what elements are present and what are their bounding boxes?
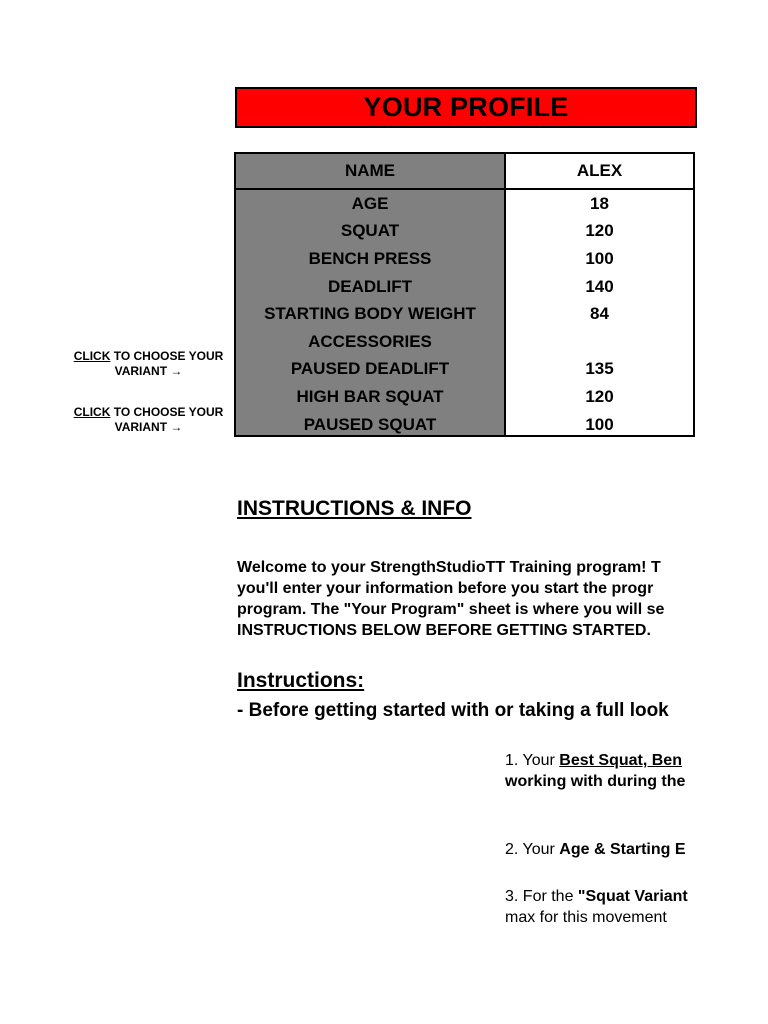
step-1-bold: Best Squat, Ben (559, 752, 682, 769)
choose-variant-line (66, 349, 231, 364)
value-accessories (506, 328, 693, 356)
label-accessories: ACCESSORIES (308, 331, 432, 351)
instructions-intro: - Before getting started with or taking a full look (237, 700, 669, 721)
profile-labels-column (236, 154, 506, 435)
choose-variant-line (66, 405, 231, 420)
value-name[interactable]: ALEX (506, 154, 693, 190)
value-starting-body-weight[interactable]: 84 (590, 304, 609, 324)
label-starting-body-weight: STARTING BODY WEIGHT (264, 304, 476, 324)
step-1-line-1 (505, 750, 695, 771)
step-1-line-2: working with during the (505, 773, 686, 790)
step-3-bold: "Squat Variant (577, 888, 688, 905)
value-paused-squat[interactable]: 100 (585, 414, 614, 434)
value-age[interactable]: 18 (590, 193, 609, 213)
welcome-line: Welcome to your StrengthStudioTT Training program! T (237, 559, 661, 576)
step-2-prefix: 2. Your (505, 841, 560, 858)
step-3-line-1 (505, 886, 695, 907)
label-paused-squat: PAUSED SQUAT (303, 414, 437, 434)
step-3-line-2: max for this movement (505, 909, 667, 926)
profile-title: YOUR PROFILE (235, 87, 697, 128)
step-2-bold: Age & Starting E (559, 841, 686, 858)
welcome-line: program. The "Your Program" sheet is where you will se (237, 601, 665, 618)
choose-variant-text: TO CHOOSE YOUR (110, 405, 224, 419)
choose-variant-note (66, 349, 231, 379)
value-squat[interactable]: 120 (585, 221, 614, 241)
step-3 (505, 886, 695, 928)
variant-arrow-text: VARIANT → (114, 364, 183, 378)
choose-variant-text: TO CHOOSE YOUR (110, 349, 224, 363)
click-link[interactable]: CLICK (73, 405, 111, 419)
step-1 (505, 750, 695, 792)
profile-values-column (506, 154, 693, 435)
choose-variant-note-2 (66, 405, 231, 435)
label-deadlift: DEADLIFT (327, 276, 413, 296)
instructions-heading: Instructions: (237, 669, 365, 692)
welcome-paragraph (237, 557, 697, 641)
profile-table (234, 152, 695, 437)
value-paused-deadlift[interactable]: 135 (585, 359, 614, 379)
value-deadlift[interactable]: 140 (585, 276, 614, 296)
click-link[interactable]: CLICK (73, 349, 111, 363)
step-2 (505, 839, 695, 860)
label-name: NAME (236, 154, 504, 190)
welcome-line: INSTRUCTIONS BELOW BEFORE GETTING STARTED. (237, 622, 651, 639)
label-high-bar-squat: HIGH BAR SQUAT (296, 386, 444, 406)
step-1-prefix: 1. Your (505, 752, 560, 769)
value-bench-press[interactable]: 100 (585, 248, 614, 268)
welcome-line: you'll enter your information before you start the progr (237, 580, 654, 597)
info-heading: INSTRUCTIONS & INFO (237, 497, 472, 520)
step-3-prefix: 3. For the (505, 888, 578, 905)
variant-arrow-text: VARIANT → (114, 420, 183, 434)
value-high-bar-squat[interactable]: 120 (585, 386, 614, 406)
label-paused-deadlift: PAUSED DEADLIFT (290, 359, 450, 379)
label-age: AGE (351, 193, 389, 213)
label-squat: SQUAT (340, 221, 400, 241)
label-bench-press: BENCH PRESS (308, 248, 432, 268)
